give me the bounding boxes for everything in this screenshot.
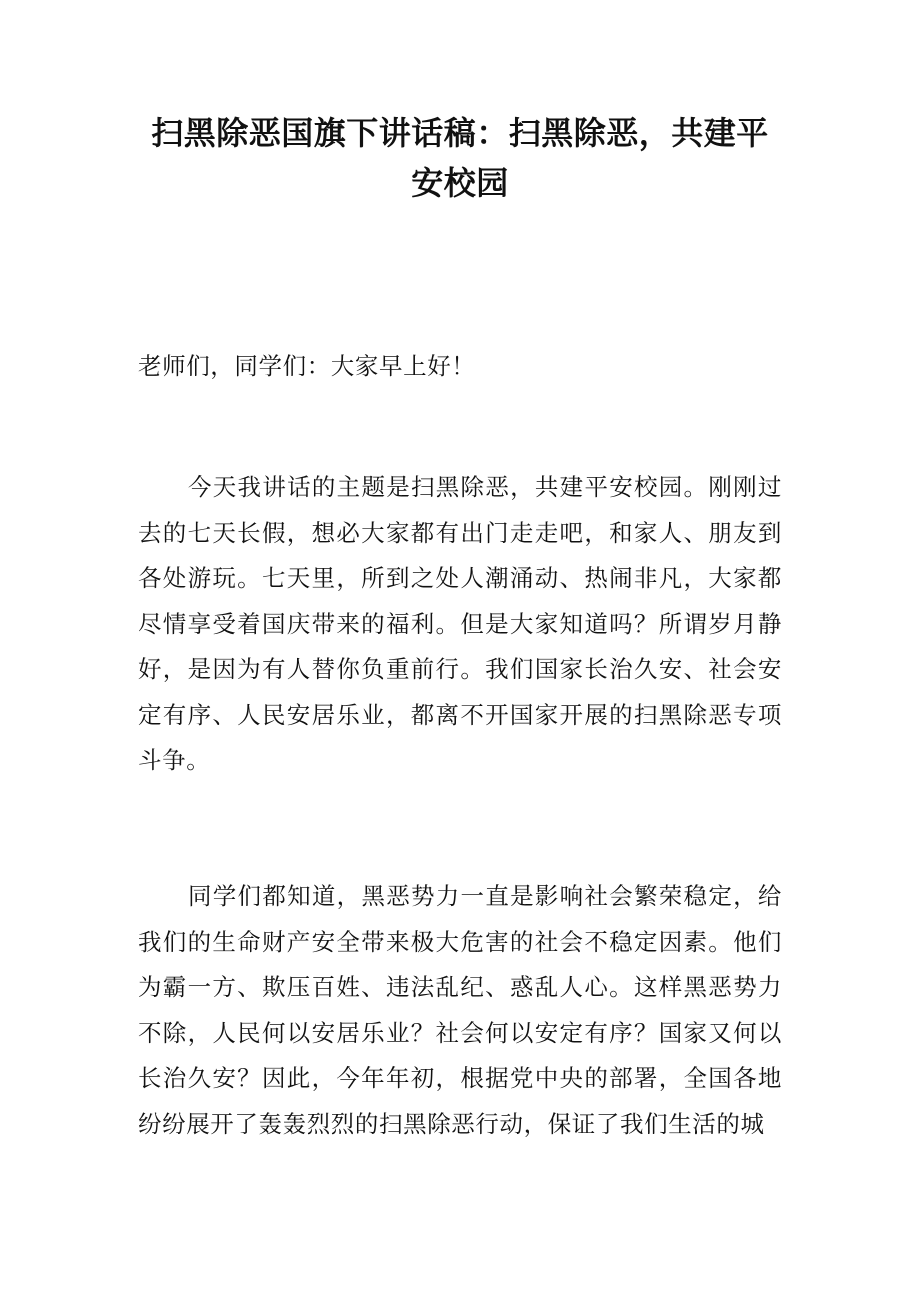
document-title: 扫黑除恶国旗下讲话稿：扫黑除恶，共建平安校园 (151, 114, 769, 202)
greeting-line: 老师们，同学们：大家早上好！ (138, 352, 476, 380)
paragraph-2: 同学们都知道，黑恶势力一直是影响社会繁荣稳定，给我们的生命财产安全带来极大危害的社会不稳定因素。他们为霸一方、欺压百姓、违法乱纪、惑乱人心。这样黑恶势力不除，人民何以安居乐业？社会何以安定有序？国家又何以长治久安？因此，今年年初，根据党中央的部署，全国各地纷纷展开了轰轰烈烈的扫黑除恶行动，保证了我们生活的城 (138, 882, 782, 1138)
paragraph-1: 今天我讲话的主题是扫黑除恶，共建平安校园。刚刚过去的七天长假，想必大家都有出门走走吧，和家人、朋友到各处游玩。七天里，所到之处人潮涌动、热闹非凡，大家都尽情享受着国庆带来的福利。但是大家知道吗？所谓岁月静好，是因为有人替你负重前行。我们国家长治久安、社会安定有序、人民安居乐业，都离不开国家开展的扫黑除恶专项斗争。 (138, 473, 782, 774)
